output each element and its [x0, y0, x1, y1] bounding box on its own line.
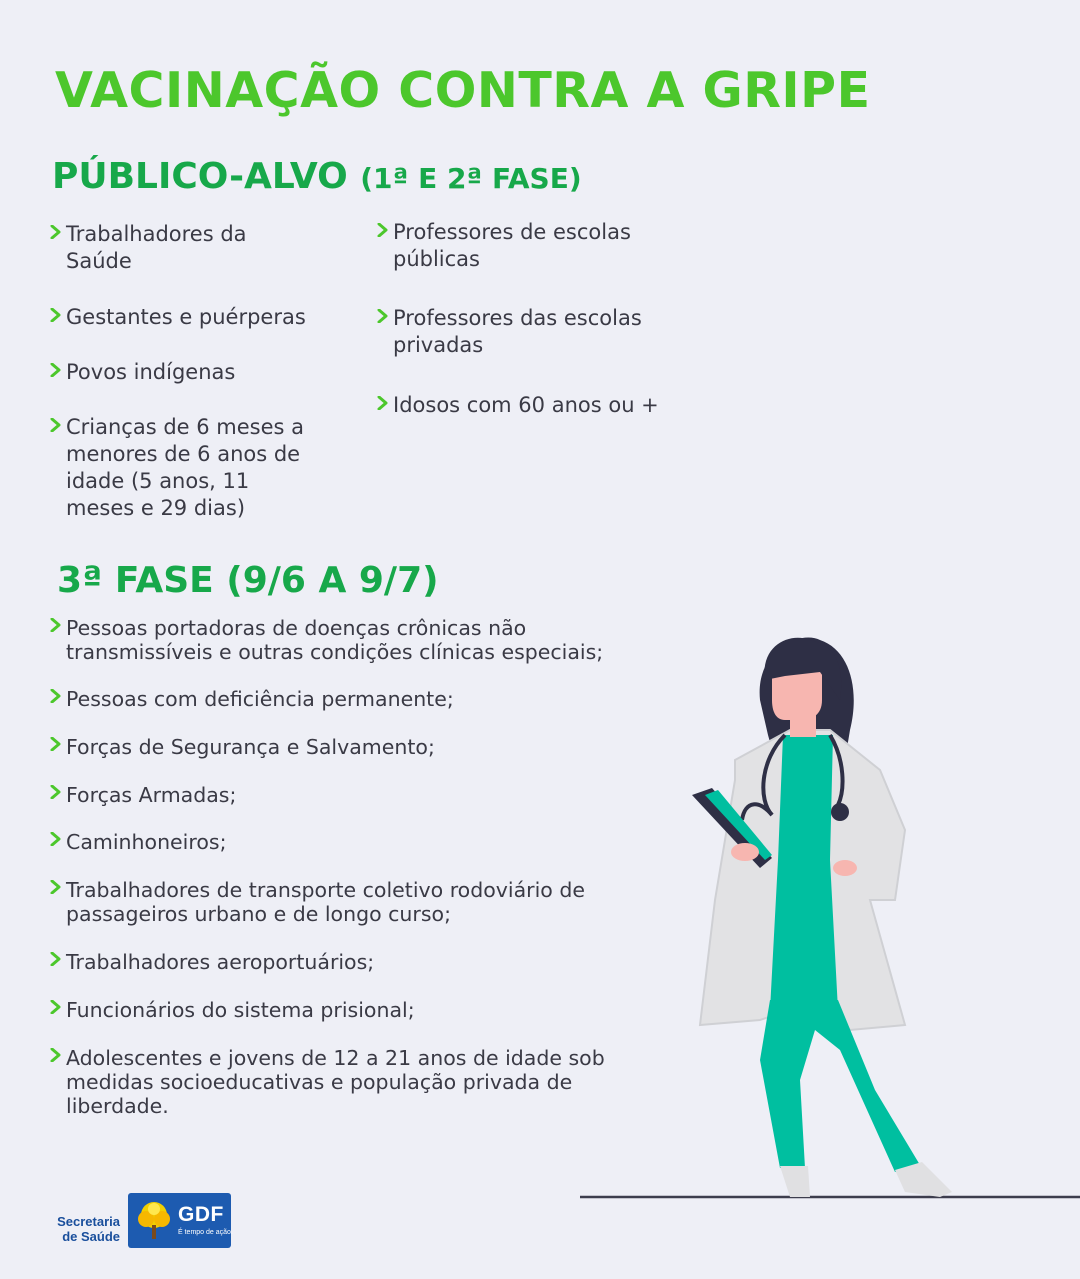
list-item — [50, 687, 660, 711]
chevron-right-icon — [50, 304, 66, 331]
chevron-right-icon — [50, 830, 66, 854]
list-item-text: Trabalhadores da Saúde — [66, 222, 247, 273]
list-item — [377, 305, 677, 359]
list-item — [50, 304, 350, 331]
list-item — [377, 392, 697, 419]
chevron-right-icon — [50, 359, 66, 386]
list-item-text: Forças Armadas; — [66, 783, 237, 807]
list-item-text: Adolescentes e jovens de 12 a 21 anos de idade sob medidas socioeducativas e população privada de liberdade. — [66, 1046, 605, 1118]
gdf-slogan: É tempo de ação. — [178, 1229, 233, 1236]
page-title: VACINAÇÃO CONTRA A GRIPE — [55, 62, 871, 119]
list-item — [50, 414, 320, 522]
chevron-right-icon — [50, 414, 66, 441]
chevron-right-icon — [377, 305, 393, 332]
chevron-right-icon — [50, 878, 66, 902]
list-item-text: Idosos com 60 anos ou + — [393, 393, 659, 417]
secretaria-saude-logo: Secretaria de Saúde — [57, 1214, 120, 1244]
doctor-illustration — [580, 630, 1080, 1210]
list-item-text: Trabalhadores de transporte coletivo rodoviário de passageiros urbano e de longo curso; — [66, 878, 585, 926]
chevron-right-icon — [377, 392, 393, 419]
chevron-right-icon — [50, 783, 66, 807]
list-item — [50, 616, 660, 664]
list-item — [50, 1046, 620, 1118]
list-item-text: Caminhoneiros; — [66, 830, 227, 854]
gdf-logo — [128, 1193, 231, 1248]
list-item — [50, 735, 660, 759]
phase-1-2-label: (1ª E 2ª FASE) — [360, 162, 582, 195]
chevron-right-icon — [377, 219, 393, 246]
list-item-text: Professores de escolas públicas — [393, 220, 631, 271]
chevron-right-icon — [50, 1046, 66, 1070]
list-item-text: Trabalhadores aeroportuários; — [66, 950, 375, 974]
chevron-right-icon — [50, 998, 66, 1022]
list-item — [50, 998, 660, 1022]
list-item — [50, 359, 350, 386]
phase-3-heading: 3ª FASE (9/6 A 9/7) — [57, 560, 439, 601]
chevron-right-icon — [50, 950, 66, 974]
target-audience-label: PÚBLICO-ALVO — [52, 156, 348, 197]
list-item-text: Gestantes e puérperas — [66, 305, 306, 329]
list-item — [50, 783, 660, 807]
list-item — [50, 221, 280, 275]
list-item — [50, 878, 630, 926]
list-item — [377, 219, 667, 273]
list-item-text: Crianças de 6 meses a menores de 6 anos de idade (5 anos, 11 meses e 29 dias) — [66, 415, 305, 520]
list-item-text: Professores das escolas privadas — [393, 306, 642, 357]
list-item-text: Pessoas portadoras de doenças crônicas não transmissíveis e outras condições clínicas especiais; — [66, 616, 604, 664]
chevron-right-icon — [50, 735, 66, 759]
list-item — [50, 830, 660, 854]
gdf-label: GDF — [178, 1203, 224, 1226]
ipe-tree-icon — [132, 1199, 176, 1243]
footer-logos — [40, 1190, 240, 1250]
list-item — [50, 950, 660, 974]
target-audience-heading — [52, 156, 582, 197]
list-item-text: Pessoas com deficiência permanente; — [66, 687, 454, 711]
chevron-right-icon — [50, 687, 66, 711]
list-item-text: Funcionários do sistema prisional; — [66, 998, 415, 1022]
list-item-text: Povos indígenas — [66, 360, 236, 384]
chevron-right-icon — [50, 221, 66, 248]
chevron-right-icon — [50, 616, 66, 640]
list-item-text: Forças de Segurança e Salvamento; — [66, 735, 435, 759]
